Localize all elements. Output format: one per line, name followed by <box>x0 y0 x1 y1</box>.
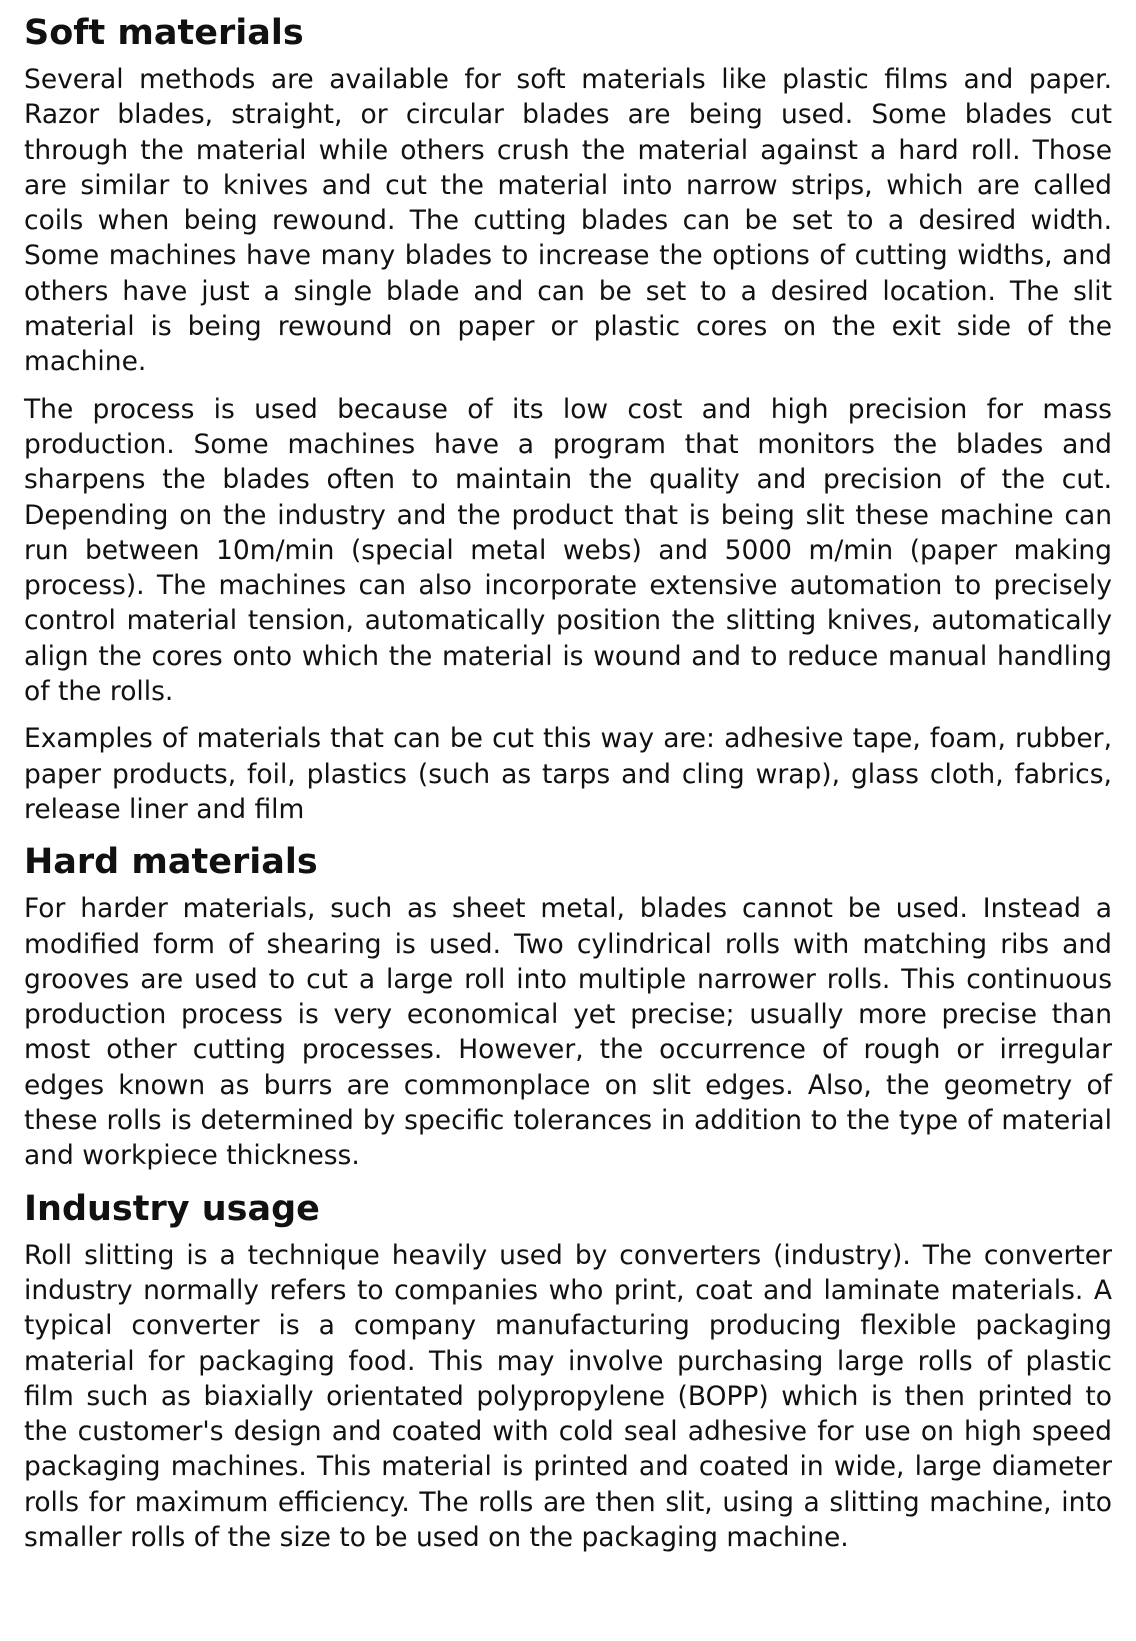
paragraph: Roll slitting is a technique heavily used by converters (industry). The converter industry normally refers to companies who print, coat and laminate materials. A typical converter is a company manufacturing producing flexible packaging material for packaging food. This may involve purchasing large rolls of plastic film such as biaxially orientated polypropylene (BOPP) which is then printed to the customer's design and coated with cold seal adhesive for use on high speed packaging machines. This material is printed and coated in wide, large diameter rolls for maximum efficiency. The rolls are then slit, using a slitting machine, into smaller rolls of the size to be used on the packaging machine. <box>24 1239 1112 1553</box>
paragraph: The process is used because of its low cost and high precision for mass production. Some machines have a program that monitors the blades and sharpens the blades often to maintain the quality and precision of the cut. Depending on the industry and the product that is being slit these machine can run between 10m/min (special metal webs) and 5000 m/min (paper making process). The machines can also incorporate extensive automation to precisely control material tension, automatically position the slitting knives, automatically align the cores onto which the material is wound and to reduce manual handling of the rolls. <box>24 393 1112 708</box>
section-heading: Soft materials <box>24 13 304 53</box>
paragraph: Several methods are available for soft materials like plastic films and paper. Razor blades, straight, or circular blades are being used. Some blades cut through the material while others crush the material against a hard roll. Those are similar to knives and cut the material into narrow strips, which are called coils when being rewound. The cutting blades can be set to a desired width. Some machines have many blades to increase the options of cutting widths, and others have just a single blade and can be set to a desired location. The slit material is being rewound on paper or plastic cores on the exit side of the machine. <box>24 64 1112 378</box>
section-industry-usage <box>24 1186 1112 1556</box>
paragraph: For harder materials, such as sheet metal, blades cannot be used. Instead a modified form of shearing is used. Two cylindrical rolls with matching ribs and grooves are used to cut a large roll into multiple narrower rolls. This continuous production process is very economical yet precise; usually more precise than most other cutting processes. However, the occurrence of rough or irregular edges known as burrs are commonplace on slit edges. Also, the geometry of these rolls is determined by specific tolerances in addition to the type of material and workpiece thickness. <box>24 893 1112 1172</box>
document <box>24 10 1112 1555</box>
section-hard-materials <box>24 839 1112 1173</box>
section-heading: Industry usage <box>24 1188 320 1229</box>
paragraph: Examples of materials that can be cut this way are: adhesive tape, foam, rubber, paper products, foil, plastics (such as tarps and cling wrap), glass cloth, fabrics, release liner and film <box>24 723 1112 825</box>
section-heading: Hard materials <box>24 842 318 883</box>
section-soft-materials <box>24 10 1112 827</box>
